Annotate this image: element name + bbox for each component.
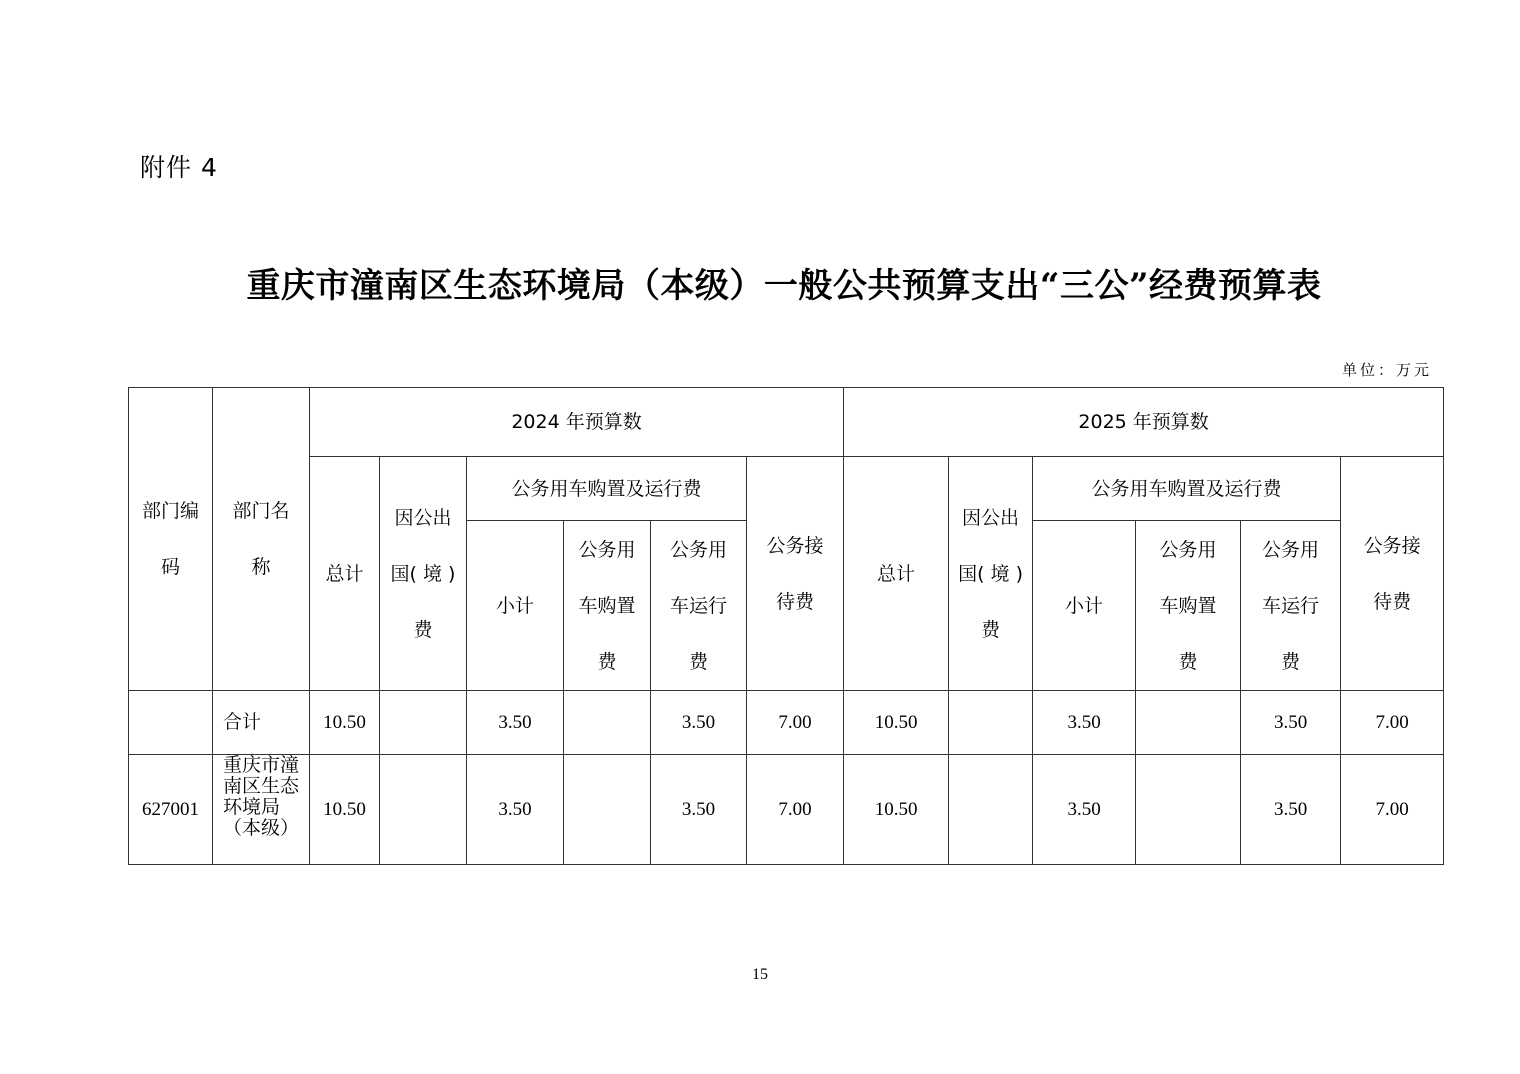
header-2024-reception: 公务接待费 (747, 457, 844, 691)
header-2024-total: 总计 (310, 457, 380, 691)
header-2025-total: 总计 (844, 457, 949, 691)
cell-2025-subtotal: 3.50 (1033, 755, 1136, 865)
cell-2024-overseas (380, 755, 467, 865)
header-2024-vehicle-operation: 公务用车运行费 (651, 521, 747, 691)
cell-2025-subtotal: 3.50 (1033, 691, 1136, 755)
header-2024-vehicle-purchase: 公务用车购置费 (564, 521, 651, 691)
header-2025-vehicle-operation: 公务用车运行费 (1241, 521, 1341, 691)
cell-code (129, 691, 213, 755)
table-row (129, 755, 1444, 865)
header-dept-name: 部门名称 (213, 388, 310, 691)
header-2025-vehicle-purchase: 公务用车购置费 (1136, 521, 1241, 691)
header-2024-overseas: 因公出国( 境 )费 (380, 457, 467, 691)
header-2024-subtotal: 小计 (467, 521, 564, 691)
unit-label: 单位：万元 (1341, 361, 1432, 379)
cell-2024-subtotal: 3.50 (467, 755, 564, 865)
cell-2024-total: 10.50 (310, 691, 380, 755)
cell-name: 重庆市潼南区生态环境局（本级） (213, 755, 310, 865)
budget-table (128, 387, 1444, 865)
cell-2025-operation: 3.50 (1241, 755, 1341, 865)
cell-2024-reception: 7.00 (747, 691, 844, 755)
cell-2025-purchase (1136, 691, 1241, 755)
cell-2024-operation: 3.50 (651, 691, 747, 755)
cell-2024-operation: 3.50 (651, 755, 747, 865)
cell-2024-reception: 7.00 (747, 755, 844, 865)
cell-2025-reception: 7.00 (1341, 755, 1444, 865)
cell-2025-overseas (949, 755, 1033, 865)
header-dept-code: 部门编码 (129, 388, 213, 691)
cell-2024-overseas (380, 691, 467, 755)
header-2025-vehicle-group: 公务用车购置及运行费 (1033, 457, 1341, 521)
page-number: 15 (752, 966, 768, 983)
header-2025-subtotal: 小计 (1033, 521, 1136, 691)
cell-2025-overseas (949, 691, 1033, 755)
cell-2024-purchase (564, 755, 651, 865)
cell-2024-purchase (564, 691, 651, 755)
header-2024-vehicle-group: 公务用车购置及运行费 (467, 457, 747, 521)
table-row (129, 691, 1444, 755)
cell-name: 合计 (213, 691, 310, 755)
cell-2025-total: 10.50 (844, 691, 949, 755)
cell-2025-total: 10.50 (844, 755, 949, 865)
cell-2025-reception: 7.00 (1341, 691, 1444, 755)
cell-code: 627001 (129, 755, 213, 865)
attachment-label: 附件 4 (140, 153, 218, 182)
header-2025-overseas: 因公出国( 境 )费 (949, 457, 1033, 691)
header-year-2024: 2024 年预算数 (310, 388, 844, 457)
page-title: 重庆市潼南区生态环境局（本级）一般公共预算支出“三公”经费预算表 (246, 266, 1322, 306)
cell-2024-total: 10.50 (310, 755, 380, 865)
cell-2024-subtotal: 3.50 (467, 691, 564, 755)
cell-2025-operation: 3.50 (1241, 691, 1341, 755)
header-2025-reception: 公务接待费 (1341, 457, 1444, 691)
header-year-2025: 2025 年预算数 (844, 388, 1444, 457)
cell-2025-purchase (1136, 755, 1241, 865)
